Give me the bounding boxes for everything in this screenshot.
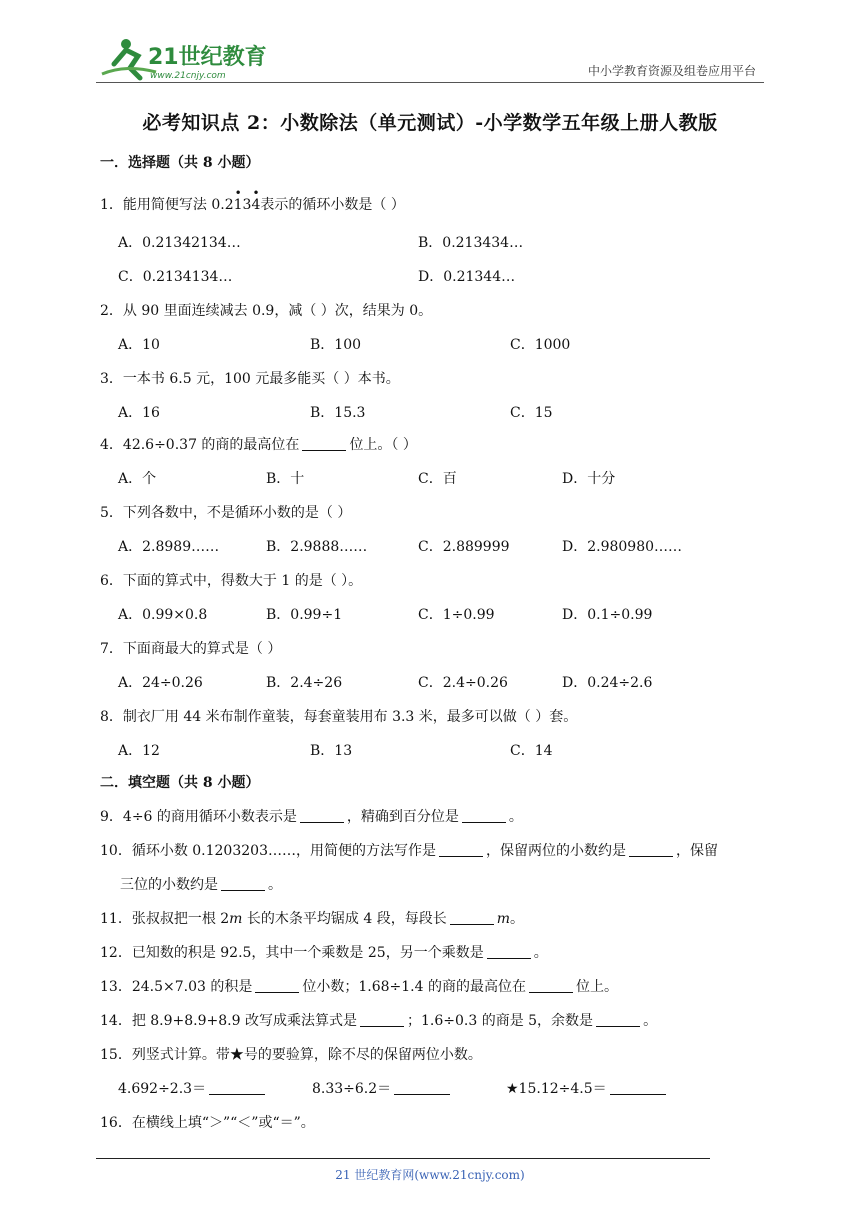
- q4-text-pre: 4．42.6÷0.37 的商的最高位在: [100, 437, 300, 453]
- logo-icon: [96, 34, 276, 84]
- q8-option-b[interactable]: B．13: [310, 743, 353, 759]
- question-5: 5．下列各数中，不是循环小数的是（ ）: [100, 505, 352, 521]
- question-12: 12．已知数的积是 92.5，其中一个乘数是 25，另一个乘数是 。: [100, 945, 548, 961]
- question-16: 16．在横线上填“＞”“＜”或“＝”。: [100, 1115, 315, 1131]
- question-9: 9．4÷6 的商用循环小数表示是 ，精确到百分位是 。: [100, 809, 523, 825]
- q8-option-c[interactable]: C．14: [510, 743, 553, 759]
- q7-option-d[interactable]: D．0.24÷2.6: [562, 675, 653, 691]
- q15-item-2: 8.33÷6.2＝: [312, 1078, 453, 1098]
- question-8: 8．制衣厂用 44 米布制作童装，每套童装用布 3.3 米，最多可以做（ ）套。: [100, 709, 578, 725]
- question-10: 10．循环小数 0.1203203……，用简便的方法写作是 ，保留两位的小数约是 ，保留: [100, 843, 718, 859]
- header-platform-text: 中小学教育资源及组卷应用平台: [587, 64, 756, 78]
- q14-blank-1[interactable]: [360, 1012, 404, 1027]
- q6-option-a[interactable]: A．0.99×0.8: [118, 607, 208, 623]
- repeat-digit-4: • 4: [251, 186, 261, 213]
- q8-option-a[interactable]: A．12: [118, 743, 160, 759]
- q10-blank-2[interactable]: [629, 842, 673, 857]
- page-header: [0, 0, 860, 90]
- q1-option-b[interactable]: B．0.213434…: [418, 235, 524, 251]
- q13-blank-2[interactable]: [529, 978, 573, 993]
- q15-blank-3[interactable]: [610, 1080, 666, 1095]
- q7-option-a[interactable]: A．24÷0.26: [118, 675, 203, 691]
- q1-text-post: 表示的循环小数是（ ）: [260, 197, 405, 213]
- question-11: 11．张叔叔把一根 2m 长的木条平均锯成 4 段，每段长 m。: [100, 911, 524, 927]
- q15-item-3: ★15.12÷4.5＝: [506, 1078, 669, 1098]
- q14-blank-2[interactable]: [596, 1012, 640, 1027]
- q1-option-c[interactable]: C．0.2134134…: [118, 269, 233, 285]
- q5-option-b[interactable]: B．2.9888……: [266, 539, 368, 555]
- q4-option-c[interactable]: C．百: [418, 471, 457, 487]
- q5-option-c[interactable]: C．2.889999: [418, 539, 510, 555]
- q10-blank-1[interactable]: [439, 842, 483, 857]
- logo-text: 21世纪教育: [148, 45, 267, 70]
- question-2: 2．从 90 里面连续减去 0.9，减（ ）次，结果为 0。: [100, 303, 433, 319]
- q15-item-1: 4.692÷2.3＝: [118, 1078, 268, 1098]
- question-1: [100, 186, 405, 214]
- repeat-digit-1: • 1: [233, 186, 243, 213]
- q4-text-post: 位上。（ ）: [349, 437, 417, 453]
- q4-blank[interactable]: [302, 436, 346, 451]
- question-3: 3．一本书 6.5 元，100 元最多能买（ ）本书。: [100, 371, 400, 387]
- q9-blank-2[interactable]: [462, 808, 506, 823]
- q2-option-a[interactable]: A．10: [118, 337, 160, 353]
- q13-blank-1[interactable]: [255, 978, 299, 993]
- q5-option-d[interactable]: D．2.980980……: [562, 539, 683, 555]
- q3-option-b[interactable]: B．15.3: [310, 405, 366, 421]
- q1-text-pre: 1．能用简便写法 0.2: [100, 197, 234, 213]
- q1-option-d[interactable]: D．0.21344…: [418, 269, 516, 285]
- q6-option-d[interactable]: D．0.1÷0.99: [562, 607, 653, 623]
- footer-text[interactable]: 21 世纪教育网(www.21cnjy.com): [335, 1168, 525, 1182]
- q10-blank-3[interactable]: [221, 876, 265, 891]
- q6-option-b[interactable]: B．0.99÷1: [266, 607, 343, 623]
- q1-option-a[interactable]: A．0.21342134…: [118, 235, 241, 251]
- section-choice-heading: 一．选择题（共 8 小题）: [100, 155, 260, 171]
- q4-option-a[interactable]: A．个: [118, 471, 157, 487]
- q7-option-c[interactable]: C．2.4÷0.26: [418, 675, 508, 691]
- question-10-line-2: 三位的小数约是 。: [120, 877, 282, 893]
- q2-option-c[interactable]: C．1000: [510, 337, 571, 353]
- q3-option-c[interactable]: C．15: [510, 405, 553, 421]
- q7-option-b[interactable]: B．2.4÷26: [266, 675, 343, 691]
- section-fill-heading: 二．填空题（共 8 小题）: [100, 775, 260, 791]
- header-divider: [96, 82, 764, 83]
- q15-blank-1[interactable]: [209, 1080, 265, 1095]
- page-title: 必考知识点 2：小数除法（单元测试）-小学数学五年级上册人教版: [142, 112, 718, 134]
- q12-blank[interactable]: [487, 944, 531, 959]
- q15-blank-2[interactable]: [394, 1080, 450, 1095]
- q2-option-b[interactable]: B．100: [310, 337, 362, 353]
- q11-blank[interactable]: [450, 910, 494, 925]
- question-15: 15．列竖式计算。带★号的要验算，除不尽的保留两位小数。: [100, 1047, 482, 1063]
- question-7: 7．下面商最大的算式是（ ）: [100, 641, 282, 657]
- question-14: 14．把 8.9+8.9+8.9 改写成乘法算式是 ；1.6÷0.3 的商是 5，余数是 。: [100, 1013, 658, 1029]
- q3-option-a[interactable]: A．16: [118, 405, 160, 421]
- question-4: [100, 434, 417, 454]
- q4-option-d[interactable]: D．十分: [562, 471, 616, 487]
- q5-option-a[interactable]: A．2.8989……: [118, 539, 220, 555]
- q4-option-b[interactable]: B．十: [266, 471, 305, 487]
- logo-url: www.21cnjy.com: [150, 71, 226, 81]
- question-13: 13．24.5×7.03 的积是 位小数；1.68÷1.4 的商的最高位在 位上。: [100, 979, 618, 995]
- q1-digit-2: 3: [242, 197, 252, 213]
- question-6: 6．下面的算式中，得数大于 1 的是（ ）。: [100, 573, 363, 589]
- footer-divider: [96, 1158, 710, 1159]
- q6-option-c[interactable]: C．1÷0.99: [418, 607, 495, 623]
- q9-blank-1[interactable]: [300, 808, 344, 823]
